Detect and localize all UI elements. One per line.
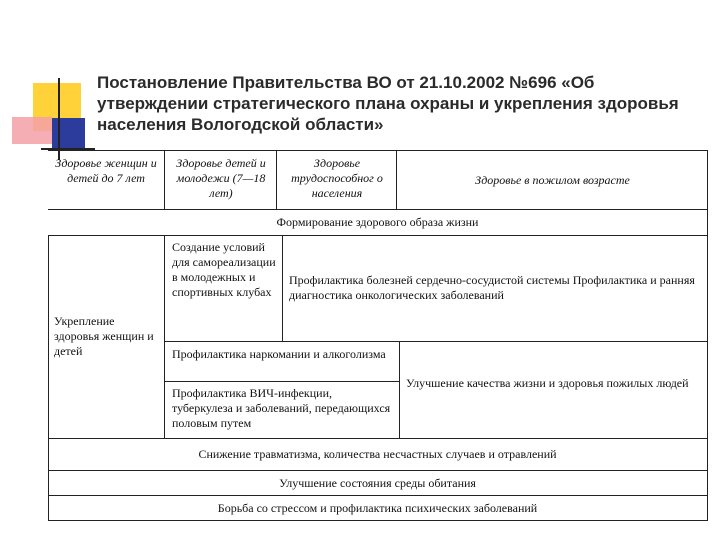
cell-women-children: Укрепление здоровья женщин и детей [54,314,154,358]
table-line [164,381,399,382]
table-line [276,150,277,209]
table-line [707,150,708,520]
header-elderly: Здоровье в пожилом возрасте [475,173,630,187]
table-line [164,341,708,342]
table-line [48,470,708,471]
header-working-age: Здоровье трудоспособног о населения [291,156,383,200]
table-line [48,520,708,521]
table-line [164,150,165,209]
row-stress: Борьба со стрессом и профилактика психических заболеваний [217,501,538,515]
row-environment: Улучшение состояния среды обитания [279,476,476,490]
header-youth: Здоровье детей и молодежи (7—18 лет) [176,156,266,200]
table-line [48,235,49,520]
row-injuries: Снижение травматизма, количества несчастных случаев и отравлений [198,447,557,461]
table-line [48,438,708,439]
cell-drugs-alcohol: Профилактика наркомании и алкоголизма [172,347,386,361]
row-healthy-lifestyle: Формирование здорового образа жизни [276,215,479,229]
table-line [48,209,708,210]
decor-blue-square [52,118,85,148]
cell-elderly-quality: Улучшение качества жизни и здоровья пожилых людей [406,376,689,390]
table-line [399,341,400,438]
table-line [164,235,165,438]
table-line [48,150,708,151]
table-line [48,495,708,496]
cell-cardio-onco: Профилактика болезней сердечно-сосудистой системы Профилактика и ранняя диагностика онкологических заболеваний [289,273,695,302]
header-women-children: Здоровье женщин и детей до 7 лет [55,156,157,185]
cell-youth-conditions: Создание условий для самореализации в молодежных и спортивных клубах [172,240,276,299]
slide-title: Постановление Правительства ВО от 21.10.2002 №696 «Об утверждении стратегического плана охраны и укрепления здоровья населения Вологодской области» [97,73,679,134]
cell-hiv-tb: Профилактика ВИЧ-инфекции, туберкулеза и заболеваний, передающихся половым путем [172,386,391,430]
table-line [48,235,708,236]
decor-pink-rectangle [12,117,52,144]
table-line [396,150,397,209]
table-line [282,235,283,341]
